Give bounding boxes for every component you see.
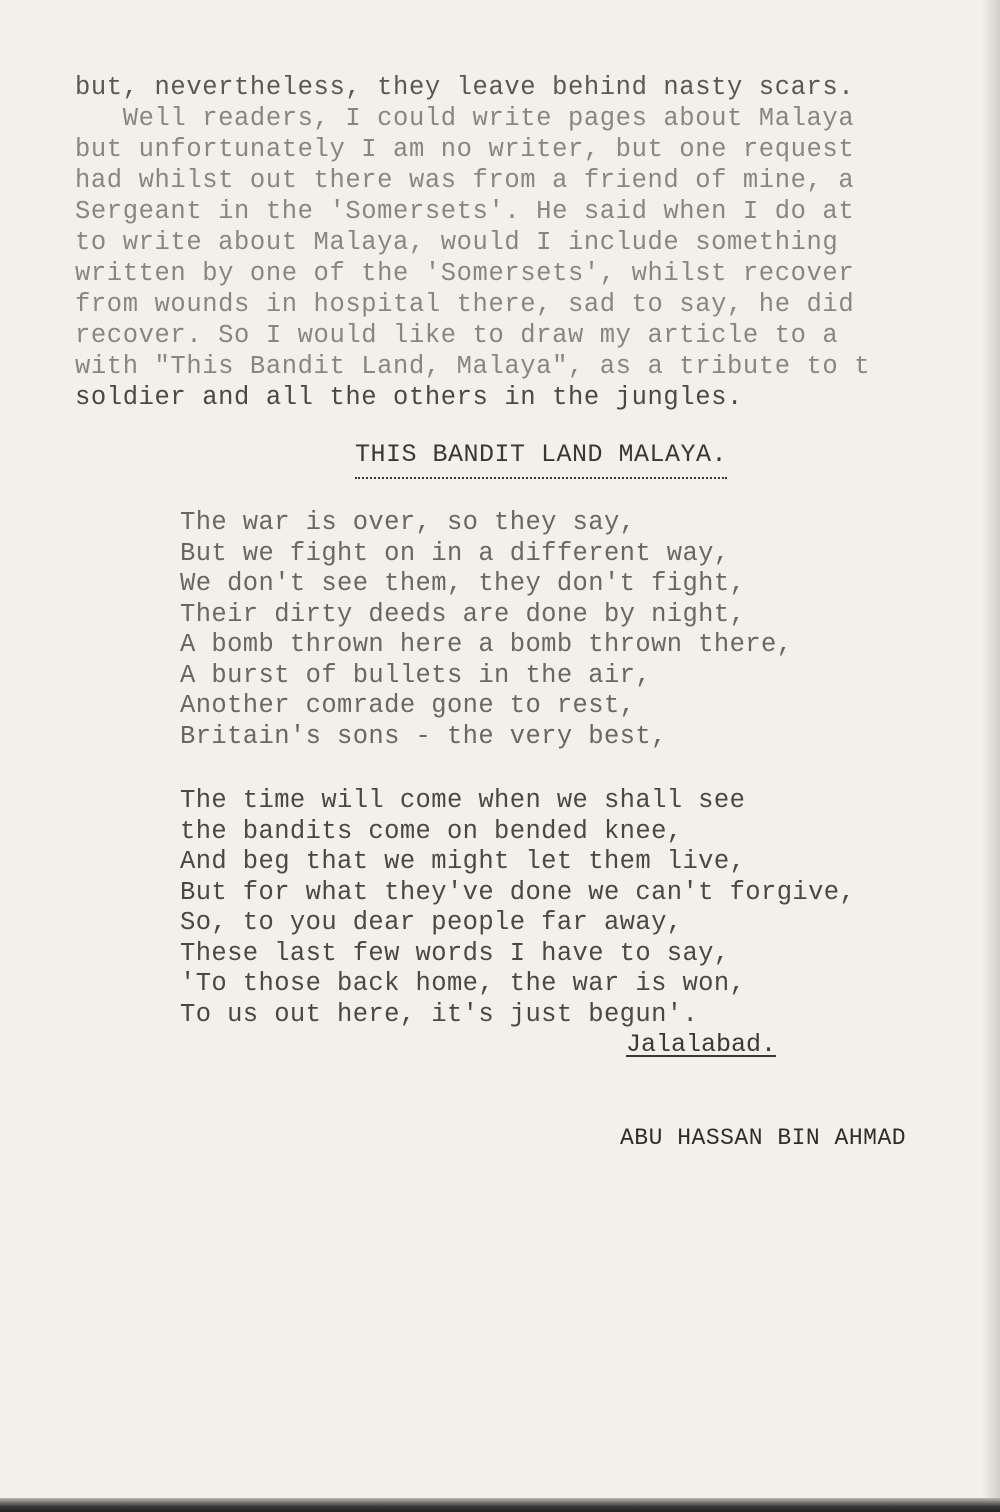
intro-line: to write about Malaya, would I include something: [75, 228, 839, 257]
intro-line: but unfortunately I am no writer, but one request: [75, 135, 855, 164]
verse-line: To us out here, it's just begun'.: [180, 999, 699, 1029]
verse-line: So, to you dear people far away,: [180, 908, 683, 937]
poem-stanza-2: [180, 786, 980, 1030]
verse-line: We don't see them, they don't fight,: [180, 569, 746, 598]
verse-line: And beg that we might let them live,: [180, 847, 746, 876]
verse-line: 'To those back home, the war is won,: [180, 969, 746, 998]
page-shadow: [982, 0, 1000, 1500]
verse-line: A burst of bullets in the air,: [180, 660, 652, 690]
verse-line: Their dirty deeds are done by night,: [180, 599, 746, 629]
author-name: ABU HASSAN BIN AHMAD: [620, 1125, 907, 1151]
intro-line: from wounds in hospital there, sad to say, he did: [75, 290, 855, 319]
intro-line: Well readers, I could write pages about Malaya: [75, 104, 855, 133]
intro-line: written by one of the 'Somersets', whilst recover: [75, 259, 855, 288]
poem-place: Jalalabad.: [626, 1030, 777, 1059]
intro-line: Sergeant in the 'Somersets'. He said when I do at: [75, 197, 855, 226]
verse-line: But for what they've done we can't forgive,: [180, 877, 856, 907]
intro-line: but, nevertheless, they leave behind nasty scars.: [75, 73, 855, 102]
intro-paragraph: [75, 72, 1000, 413]
verse-line: These last few words I have to say,: [180, 938, 730, 968]
verse-line: The war is over, so they say,: [180, 508, 636, 537]
verse-line: Britain's sons - the very best,: [180, 721, 667, 751]
intro-line: recover. So I would like to draw my article to a: [75, 321, 839, 350]
verse-line: The time will come when we shall see: [180, 786, 746, 815]
verse-line: But we fight on in a different way,: [180, 538, 730, 568]
poem-title: THIS BANDIT LAND MALAYA.: [355, 440, 727, 479]
intro-line: with "This Bandit Land, Malaya", as a tribute to t: [75, 352, 871, 381]
verse-line: Another comrade gone to rest,: [180, 691, 636, 720]
intro-line: had whilst out there was from a friend of mine, a: [75, 166, 855, 195]
page-edge: [0, 1498, 1000, 1512]
intro-line: soldier and all the others in the jungles.: [75, 383, 743, 412]
verse-line: A bomb thrown here a bomb thrown there,: [180, 630, 793, 659]
verse-line: the bandits come on bended knee,: [180, 816, 683, 846]
poem-stanza-1: [180, 508, 980, 752]
